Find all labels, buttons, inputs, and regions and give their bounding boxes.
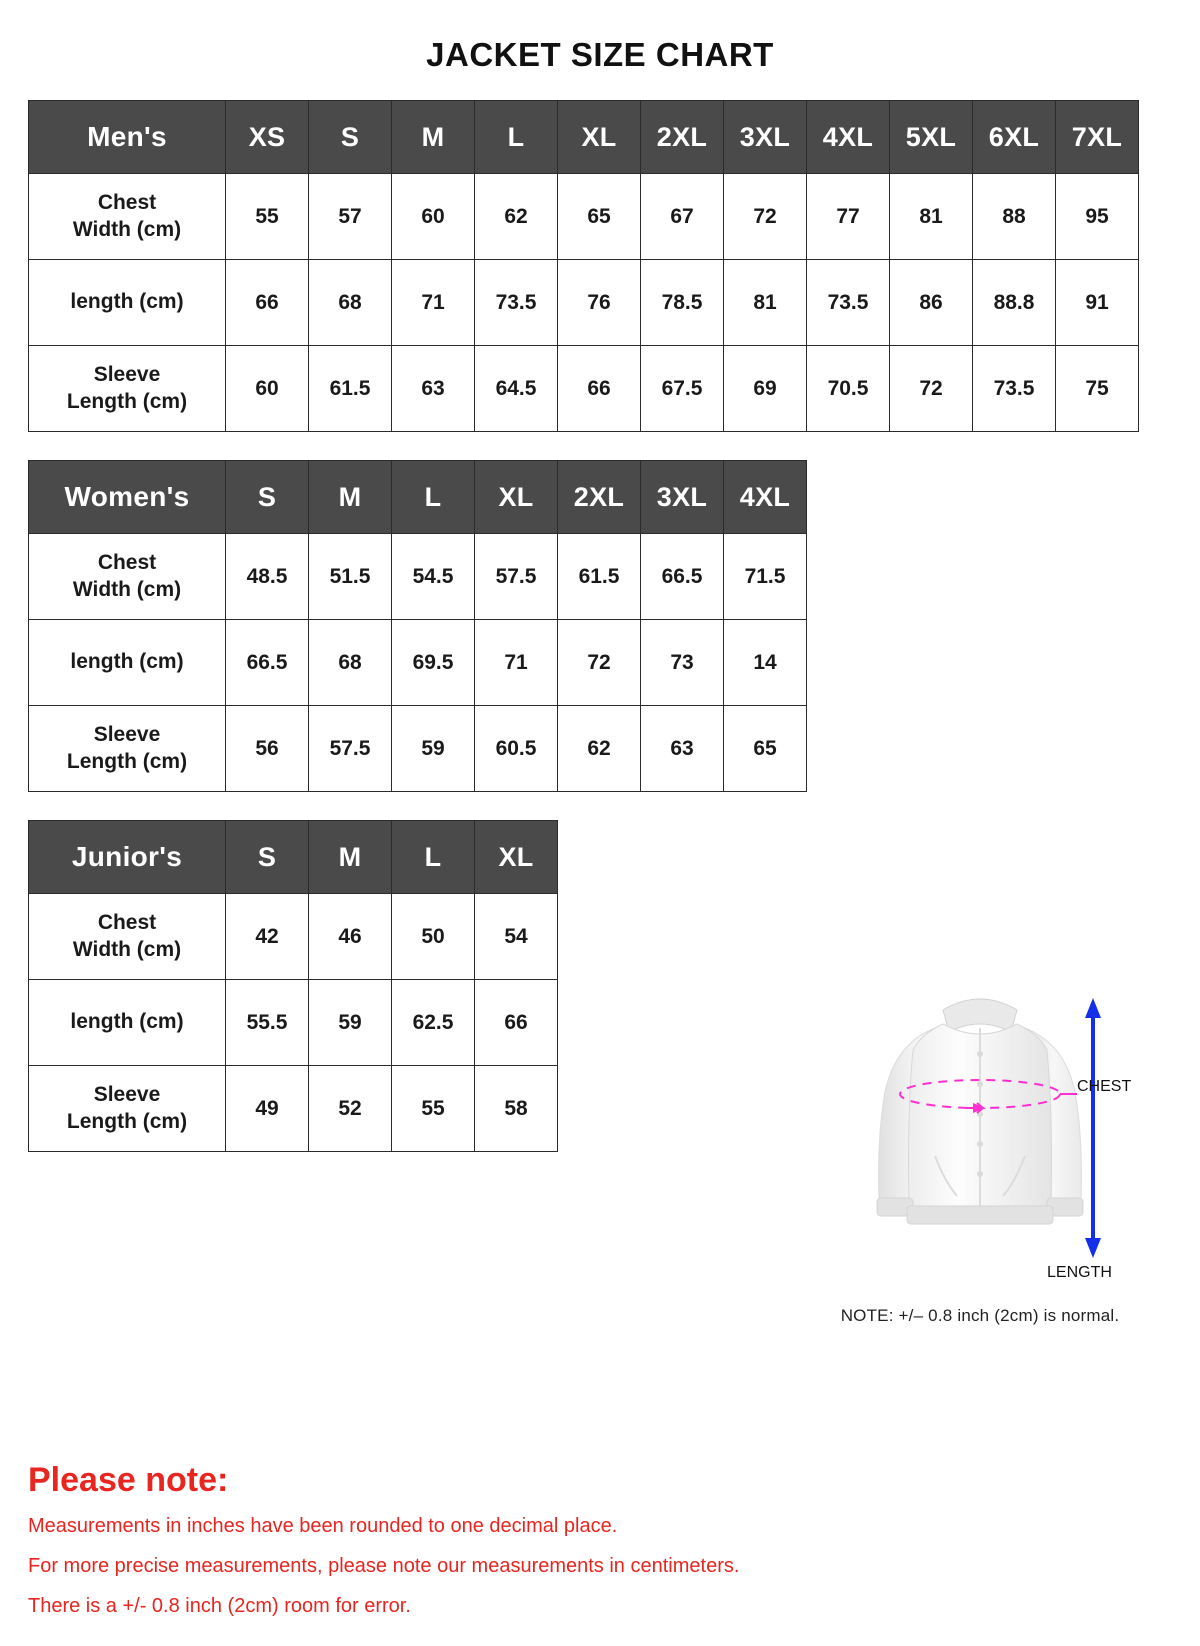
row-label-line1: Sleeve xyxy=(93,1083,161,1107)
cell: 57.5 xyxy=(309,706,392,792)
size-header-s: S xyxy=(226,821,309,894)
cell: 59 xyxy=(309,980,392,1066)
size-header-5xl: 5XL xyxy=(890,101,973,174)
cell: 78.5 xyxy=(641,260,724,346)
cell: 71 xyxy=(392,260,475,346)
size-header-xl: XL xyxy=(558,101,641,174)
cell: 69.5 xyxy=(392,620,475,706)
size-header-xl: XL xyxy=(475,821,558,894)
table-header-row xyxy=(29,821,558,894)
table-row xyxy=(29,174,1139,260)
cell: 60 xyxy=(226,346,309,432)
row-label-line2: Length (cm) xyxy=(66,389,188,413)
size-header-xl: XL xyxy=(475,461,558,534)
size-chart-page xyxy=(0,36,1200,1646)
please-note-line-2: For more precise measurements, please note our measurements in centimeters. xyxy=(28,1555,740,1577)
length-label: LENGTH xyxy=(1047,1264,1112,1281)
womens-table-wrapper xyxy=(28,460,1172,792)
cell: 52 xyxy=(309,1066,392,1152)
row-label-length xyxy=(29,260,226,346)
cell: 66 xyxy=(226,260,309,346)
cell: 61.5 xyxy=(558,534,641,620)
table-row xyxy=(29,894,558,980)
row-label-sleeve-length xyxy=(29,1066,226,1152)
row-label-line1: Chest xyxy=(97,911,157,935)
row-label-line2: Width (cm) xyxy=(72,577,182,601)
size-header-6xl: 6XL xyxy=(973,101,1056,174)
jacket-icon xyxy=(815,966,1145,1296)
cell: 57.5 xyxy=(475,534,558,620)
cell: 91 xyxy=(1056,260,1139,346)
cell: 57 xyxy=(309,174,392,260)
cell: 76 xyxy=(558,260,641,346)
cell: 68 xyxy=(309,260,392,346)
cell: 62.5 xyxy=(392,980,475,1066)
cell: 58 xyxy=(475,1066,558,1152)
row-label-line2: Length (cm) xyxy=(66,1109,188,1133)
cell: 64.5 xyxy=(475,346,558,432)
table-row xyxy=(29,706,807,792)
cell: 63 xyxy=(641,706,724,792)
cell: 54 xyxy=(475,894,558,980)
size-header-4xl: 4XL xyxy=(724,461,807,534)
table-row xyxy=(29,534,807,620)
row-label-line1: length (cm) xyxy=(70,1010,184,1034)
cell: 72 xyxy=(558,620,641,706)
size-header-3xl: 3XL xyxy=(641,461,724,534)
please-note-section xyxy=(28,1461,1028,1618)
cell: 56 xyxy=(226,706,309,792)
row-label-sleeve-length xyxy=(29,346,226,432)
cell: 69 xyxy=(724,346,807,432)
cell: 42 xyxy=(226,894,309,980)
size-header-m: M xyxy=(392,101,475,174)
size-header-s: S xyxy=(309,101,392,174)
cell: 70.5 xyxy=(807,346,890,432)
cell: 73 xyxy=(641,620,724,706)
figure-note: NOTE: +/– 0.8 inch (2cm) is normal. xyxy=(840,1306,1120,1325)
row-label-line2: Length (cm) xyxy=(66,749,188,773)
jacket-illustration xyxy=(815,966,1145,1296)
table-row xyxy=(29,620,807,706)
row-label-line1: length (cm) xyxy=(70,650,184,674)
size-header-3xl: 3XL xyxy=(724,101,807,174)
size-header-m: M xyxy=(309,461,392,534)
please-note-line-1: Measurements in inches have been rounded to one decimal place. xyxy=(28,1515,618,1537)
size-header-4xl: 4XL xyxy=(807,101,890,174)
table-header-row xyxy=(29,101,1139,174)
row-label-line1: Sleeve xyxy=(93,363,161,387)
cell: 73.5 xyxy=(475,260,558,346)
please-note-heading: Please note: xyxy=(28,1461,229,1499)
womens-size-table xyxy=(28,460,807,792)
cell: 71.5 xyxy=(724,534,807,620)
size-header-l: L xyxy=(392,821,475,894)
cell: 71 xyxy=(475,620,558,706)
size-header-l: L xyxy=(392,461,475,534)
cell: 86 xyxy=(890,260,973,346)
cell: 62 xyxy=(558,706,641,792)
page-title: JACKET SIZE CHART xyxy=(426,36,774,73)
cell: 60 xyxy=(392,174,475,260)
cell: 60.5 xyxy=(475,706,558,792)
cell: 65 xyxy=(558,174,641,260)
row-label-length xyxy=(29,620,226,706)
row-label-chest-width xyxy=(29,894,226,980)
cell: 48.5 xyxy=(226,534,309,620)
row-label-line1: Sleeve xyxy=(93,723,161,747)
row-label-chest-width xyxy=(29,174,226,260)
row-label-line2: Width (cm) xyxy=(72,217,182,241)
cell: 55 xyxy=(226,174,309,260)
cell: 59 xyxy=(392,706,475,792)
cell: 88 xyxy=(973,174,1056,260)
size-header-7xl: 7XL xyxy=(1056,101,1139,174)
cell: 68 xyxy=(309,620,392,706)
cell: 75 xyxy=(1056,346,1139,432)
cell: 66.5 xyxy=(641,534,724,620)
cell: 65 xyxy=(724,706,807,792)
cell: 61.5 xyxy=(309,346,392,432)
table-row xyxy=(29,260,1139,346)
size-header-2xl: 2XL xyxy=(641,101,724,174)
row-label-line1: Chest xyxy=(97,191,157,215)
cell: 73.5 xyxy=(807,260,890,346)
cell: 66.5 xyxy=(226,620,309,706)
size-header-m: M xyxy=(309,821,392,894)
womens-header-label: Women's xyxy=(29,461,226,534)
mens-size-table xyxy=(28,100,1139,432)
row-label-line2: Width (cm) xyxy=(72,937,182,961)
cell: 55.5 xyxy=(226,980,309,1066)
row-label-sleeve-length xyxy=(29,706,226,792)
measurement-figure xyxy=(800,966,1160,1326)
table-header-row xyxy=(29,461,807,534)
juniors-size-table xyxy=(28,820,558,1152)
cell: 95 xyxy=(1056,174,1139,260)
cell: 72 xyxy=(724,174,807,260)
cell: 63 xyxy=(392,346,475,432)
cell: 66 xyxy=(558,346,641,432)
cell: 73.5 xyxy=(973,346,1056,432)
cell: 50 xyxy=(392,894,475,980)
cell: 72 xyxy=(890,346,973,432)
cell: 54.5 xyxy=(392,534,475,620)
cell: 62 xyxy=(475,174,558,260)
cell: 55 xyxy=(392,1066,475,1152)
cell: 49 xyxy=(226,1066,309,1152)
mens-header-label: Men's xyxy=(29,101,226,174)
size-header-s: S xyxy=(226,461,309,534)
size-header-xs: XS xyxy=(226,101,309,174)
table-row xyxy=(29,980,558,1066)
cell: 46 xyxy=(309,894,392,980)
cell: 67.5 xyxy=(641,346,724,432)
cell: 81 xyxy=(724,260,807,346)
juniors-header-label: Junior's xyxy=(29,821,226,894)
row-label-length xyxy=(29,980,226,1066)
cell: 66 xyxy=(475,980,558,1066)
table-row xyxy=(29,346,1139,432)
cell: 14 xyxy=(724,620,807,706)
mens-table-wrapper xyxy=(28,100,1172,432)
size-header-l: L xyxy=(475,101,558,174)
cell: 81 xyxy=(890,174,973,260)
table-row xyxy=(29,1066,558,1152)
cell: 88.8 xyxy=(973,260,1056,346)
cell: 51.5 xyxy=(309,534,392,620)
row-label-line1: length (cm) xyxy=(70,290,184,314)
row-label-chest-width xyxy=(29,534,226,620)
chest-label: CHEST xyxy=(1077,1078,1132,1095)
row-label-line1: Chest xyxy=(97,551,157,575)
size-header-2xl: 2XL xyxy=(558,461,641,534)
please-note-line-3: There is a +/- 0.8 inch (2cm) room for error. xyxy=(28,1595,411,1617)
cell: 77 xyxy=(807,174,890,260)
cell: 67 xyxy=(641,174,724,260)
